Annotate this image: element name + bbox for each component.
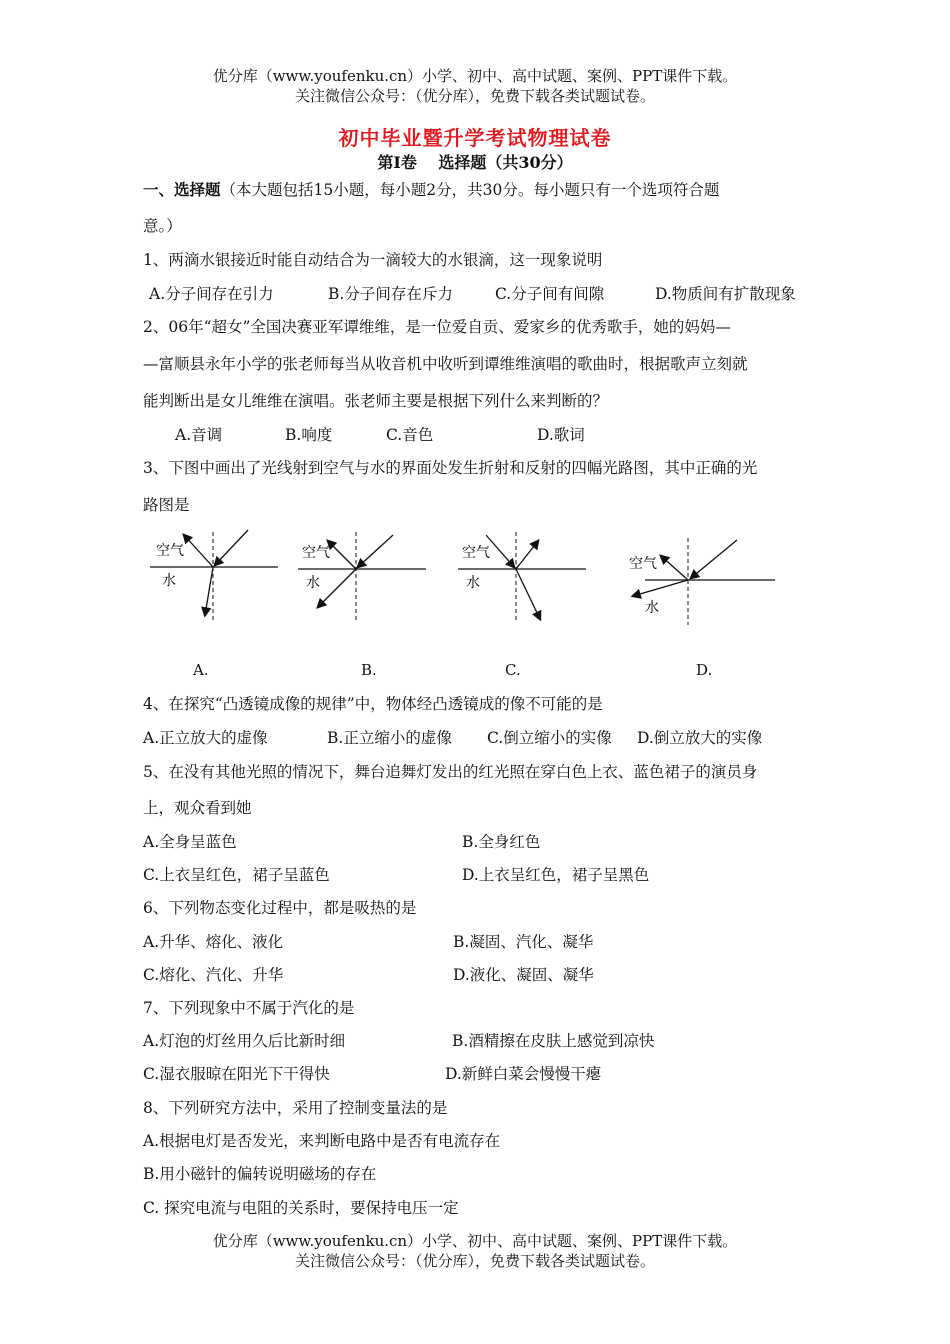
q8-option-b: B.用小磁针的偏转说明磁场的存在 xyxy=(143,1165,377,1183)
reflected-ray xyxy=(184,535,213,567)
q7-option-d: D.新鲜白菜会慢慢干瘪 xyxy=(445,1065,602,1083)
q1-option-c: C.分子间有间隙 xyxy=(495,285,605,303)
incident-ray xyxy=(215,530,248,565)
air-label: 空气 xyxy=(462,545,490,561)
q3-label-b: B. xyxy=(361,661,377,679)
q3-figure-d xyxy=(625,530,775,635)
q4-option-d: D.倒立放大的实像 xyxy=(637,729,763,747)
q2-stem-3: 能判断出是女儿维维在演唱。张老师主要是根据下列什么来判断的？ xyxy=(143,392,609,410)
refracted-ray xyxy=(516,569,540,619)
reflected-ray xyxy=(661,556,688,580)
q5-stem-1: 5、在没有其他光照的情况下，舞台追舞灯发出的红光照在穿白色上衣、蓝色裙子的演员身 xyxy=(143,763,758,781)
header-line-1: 优分库（www.youfenku.cn）小学、初中、高中试题、案例、PPT课件下载。 xyxy=(212,67,738,85)
q3-figure-c xyxy=(458,527,588,632)
footer-line-2: 关注微信公众号：（优分库），免费下载各类试题试卷。 xyxy=(294,1252,655,1270)
air-label: 空气 xyxy=(629,556,657,572)
incident-ray xyxy=(486,535,514,567)
q7-option-a: A.灯泡的灯丝用久后比新时细 xyxy=(143,1032,346,1050)
air-label: 空气 xyxy=(156,543,184,559)
q3-figure-b xyxy=(298,527,428,632)
incident-ray xyxy=(691,540,737,578)
q6-option-b: B.凝固、汽化、凝华 xyxy=(453,933,594,951)
water-label: 水 xyxy=(645,600,659,616)
q7-option-b: B.酒精擦在皮肤上感觉到凉快 xyxy=(452,1032,655,1050)
exam-subtitle: 第Ⅰ卷 选择题（共30分） xyxy=(377,153,573,172)
section-heading xyxy=(143,178,719,200)
q3-stem-2: 路图是 xyxy=(143,496,190,514)
q3-label-d: D. xyxy=(696,661,713,679)
q7-stem: 7、下列现象中不属于汽化的是 xyxy=(143,999,355,1017)
q8-stem: 8、下列研究方法中，采用了控制变量法的是 xyxy=(143,1099,448,1117)
refracted-ray xyxy=(205,567,213,615)
q8-option-c: C. 探究电流与电阻的关系时，要保持电压一定 xyxy=(143,1199,459,1217)
q1-option-d: D.物质间有扩散现象 xyxy=(655,285,796,303)
footer-line-1: 优分库（www.youfenku.cn）小学、初中、高中试题、案例、PPT课件下载。 xyxy=(212,1232,738,1250)
q6-option-a: A.升华、熔化、液化 xyxy=(143,933,284,951)
q5-option-d: D.上衣呈红色，裙子呈黑色 xyxy=(462,866,650,884)
q1-option-b: B.分子间存在斥力 xyxy=(328,285,453,303)
q3-figure-a xyxy=(150,527,280,632)
section-label: 一、选择题 xyxy=(143,180,221,199)
water-label: 水 xyxy=(162,573,176,589)
air-label: 空气 xyxy=(302,545,330,561)
q3-label-a: A. xyxy=(193,661,209,679)
q2-option-b: B.响度 xyxy=(285,426,333,444)
q5-stem-2: 上，观众看到她 xyxy=(143,799,252,817)
q6-option-d: D.液化、凝固、凝华 xyxy=(453,966,594,984)
q3-stem-1: 3、下图中画出了光线射到空气与水的界面处发生折射和反射的四幅光路图，其中正确的光 xyxy=(143,459,758,477)
refracted-ray xyxy=(633,580,688,596)
water-label: 水 xyxy=(466,575,480,591)
q7-option-c: C.湿衣服晾在阳光下干得快 xyxy=(143,1065,330,1083)
section-desc-1: （本大题包括15小题，每小题2分，共30分。每小题只有一个选项符合题 xyxy=(220,181,720,199)
q2-option-a: A.音调 xyxy=(175,426,223,444)
q4-option-c: C.倒立缩小的实像 xyxy=(487,729,612,747)
water-label: 水 xyxy=(306,575,320,591)
q5-option-b: B.全身红色 xyxy=(462,833,541,851)
section-desc-2: 意。） xyxy=(143,217,182,235)
q6-option-c: C.熔化、汽化、升华 xyxy=(143,966,284,984)
q2-stem-2: —富顺县永年小学的张老师每当从收音机中收听到谭维维演唱的歌曲时，根据歌声立刻就 xyxy=(143,355,748,373)
reflected-ray xyxy=(328,541,356,569)
q1-option-a: A.分子间存在引力 xyxy=(149,285,274,303)
q4-option-b: B.正立缩小的虚像 xyxy=(327,729,452,747)
q5-option-c: C.上衣呈红色，裙子呈蓝色 xyxy=(143,866,330,884)
q4-option-a: A.正立放大的虚像 xyxy=(143,729,268,747)
q2-stem-1: 2、06年“超女”全国决赛亚军谭维维，是一位爱自贡、爱家乡的优秀歌手，她的妈妈— xyxy=(143,318,731,336)
q2-option-c: C.音色 xyxy=(386,426,434,444)
refracted-ray xyxy=(318,569,356,607)
q8-option-a: A.根据电灯是否发光，来判断电路中是否有电流存在 xyxy=(143,1132,501,1150)
incident-ray xyxy=(358,535,393,567)
reflected-ray xyxy=(516,541,538,569)
header-line-2: 关注微信公众号：（优分库），免费下载各类试题试卷。 xyxy=(294,87,655,105)
exam-title: 初中毕业暨升学考试物理试卷 xyxy=(338,126,612,150)
q4-stem: 4、在探究“凸透镜成像的规律”中，物体经凸透镜成的像不可能的是 xyxy=(143,695,603,713)
q5-option-a: A.全身呈蓝色 xyxy=(143,833,237,851)
q2-option-d: D.歌词 xyxy=(537,426,585,444)
q6-stem: 6、下列物态变化过程中，都是吸热的是 xyxy=(143,899,417,917)
q1-stem: 1、两滴水银接近时能自动结合为一滴较大的水银滴，这一现象说明 xyxy=(143,251,603,269)
q3-label-c: C. xyxy=(505,661,521,679)
